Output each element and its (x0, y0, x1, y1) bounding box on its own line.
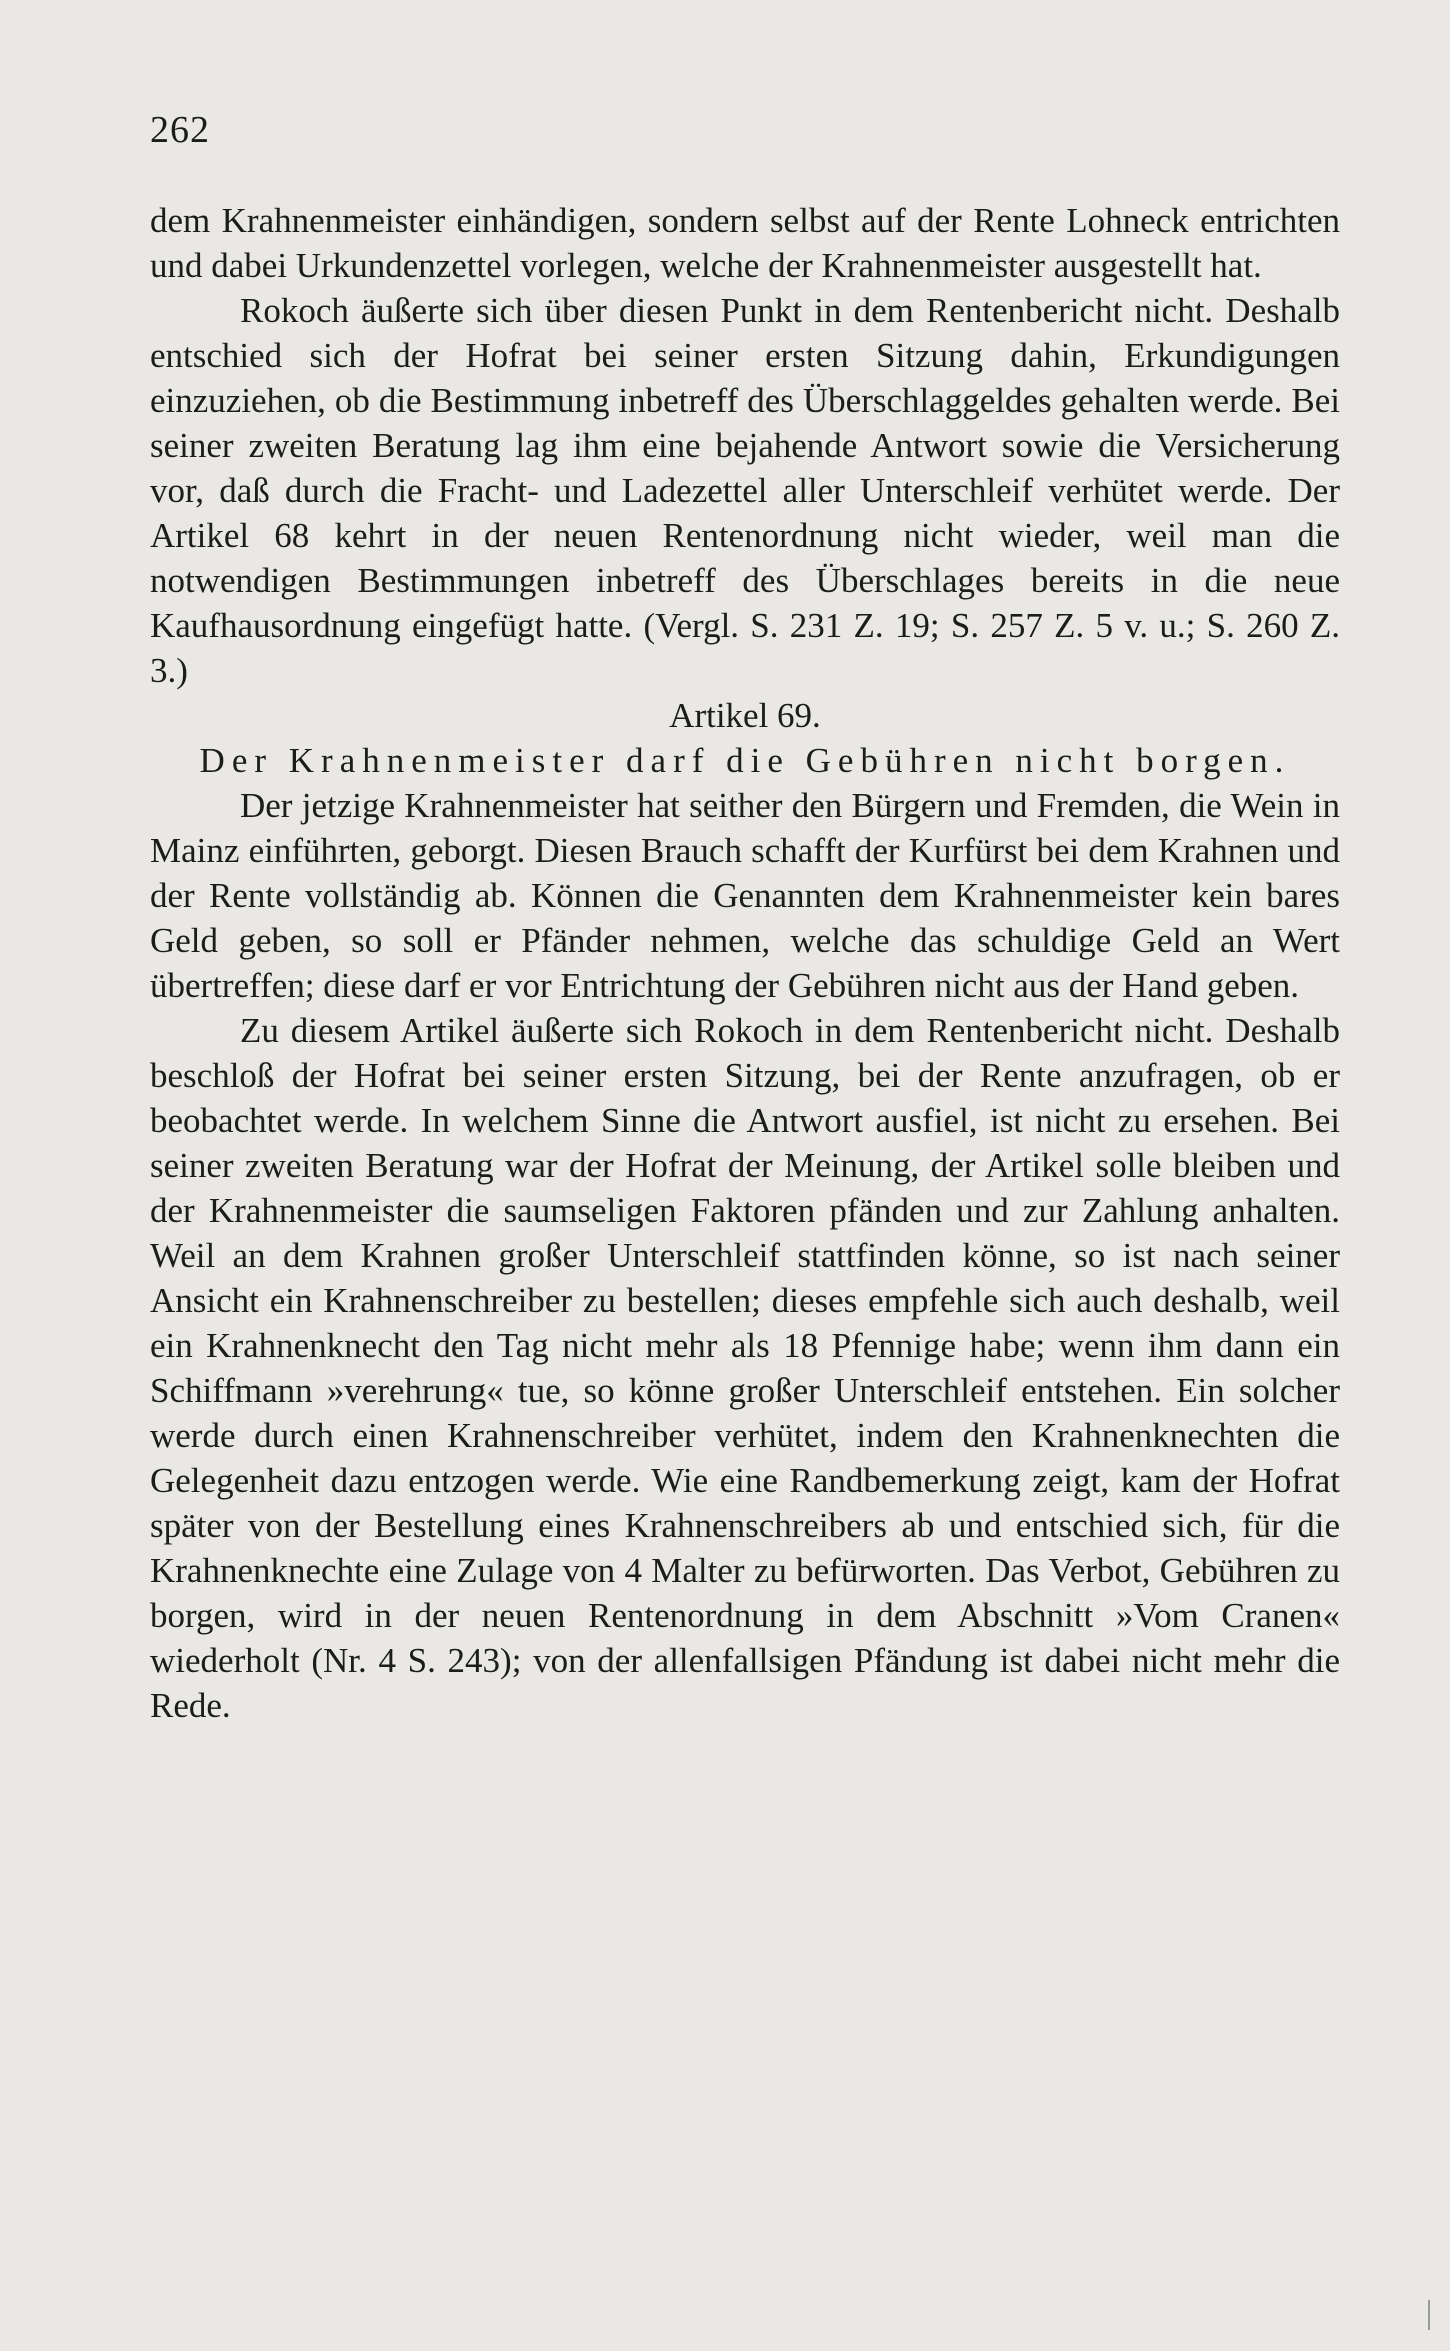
commentary-paragraph-article-68: Rokoch äußerte sich über diesen Punkt in dem Rentenbericht nicht. Deshalb entschied sich der Hofrat bei seiner ersten Sitzung dahin, Erkundigungen einzuziehen, ob die Bestimmung inbetreff des Überschlaggeldes gehalten werde. Bei seiner zweiten Beratung lag ihm eine bejahende Antwort sowie die Versicherung vor, daß durch die Fracht- und Ladezettel aller Unterschleif verhütet werde. Der Artikel 68 kehrt in der neuen Rentenordnung nicht wieder, weil man die notwendigen Bestimmungen inbetreff des Überschlages bereits in die neue Kaufhausordnung eingefügt hatte. (Vergl. S. 231 Z. 19; S. 257 Z. 5 v. u.; S. 260 Z. 3.) (150, 291, 1340, 690)
body-text (150, 198, 1340, 1728)
page-number: 262 (150, 109, 210, 151)
page-edge-mark (1428, 2300, 1436, 2330)
article-heading: Artikel 69. (669, 696, 821, 735)
continuation-paragraph: dem Krahnenmeister einhändigen, sondern selbst auf der Rente Lohneck entrichten und dabei Urkundenzettel vorlegen, welche der Krahnenmeister ausgestellt hat. (150, 201, 1340, 285)
article-subheading: Der Krahnenmeister darf die Gebühren nicht borgen. (199, 741, 1291, 780)
commentary-paragraph-article-69: Zu diesem Artikel äußerte sich Rokoch in dem Rentenbericht nicht. Deshalb beschloß der Hofrat bei seiner ersten Sitzung, bei der Rente anzufragen, ob er beobachtet werde. In welchem Sinne die Antwort ausfiel, ist nicht zu ersehen. Bei seiner zweiten Beratung war der Hofrat der Meinung, der Artikel solle bleiben und der Krahnenmeister die saumseligen Faktoren pfänden und zur Zahlung anhalten. Weil an dem Krahnen großer Unterschleif stattfinden könne, so ist nach seiner Ansicht ein Krahnenschreiber zu bestellen; dieses empfehle sich auch deshalb, weil ein Krahnenknecht den Tag nicht mehr als 18 Pfennige habe; wenn ihm dann ein Schiffmann »verehrung« tue, so könne großer Unterschleif entstehen. Ein solcher werde durch einen Krahnenschreiber verhütet, indem den Krahnenknechten die Gelegenheit dazu entzogen werde. Wie eine Randbemerkung zeigt, kam der Hofrat später von der Bestellung eines Krahnenschreibers ab und entschied sich, für die Krahnenknechte eine Zulage von 4 Malter zu befürworten. Das Verbot, Gebühren zu borgen, wird in der neuen Rentenordnung in dem Abschnitt »Vom Cranen« wiederholt (Nr. 4 S. 243); von der allenfallsigen Pfändung ist dabei nicht mehr die Rede. (150, 1011, 1340, 1725)
article-69-text: Der jetzige Krahnenmeister hat seither den Bürgern und Fremden, die Wein in Mainz einführten, geborgt. Diesen Brauch schafft der Kurfürst bei dem Krahnen und der Rente vollständig ab. Können die Genannten dem Krahnenmeister kein bares Geld geben, so soll er Pfänder nehmen, welche das schuldige Geld an Wert übertreffen; diese darf er vor Entrichtung der Gebühren nicht aus der Hand geben. (150, 786, 1340, 1005)
